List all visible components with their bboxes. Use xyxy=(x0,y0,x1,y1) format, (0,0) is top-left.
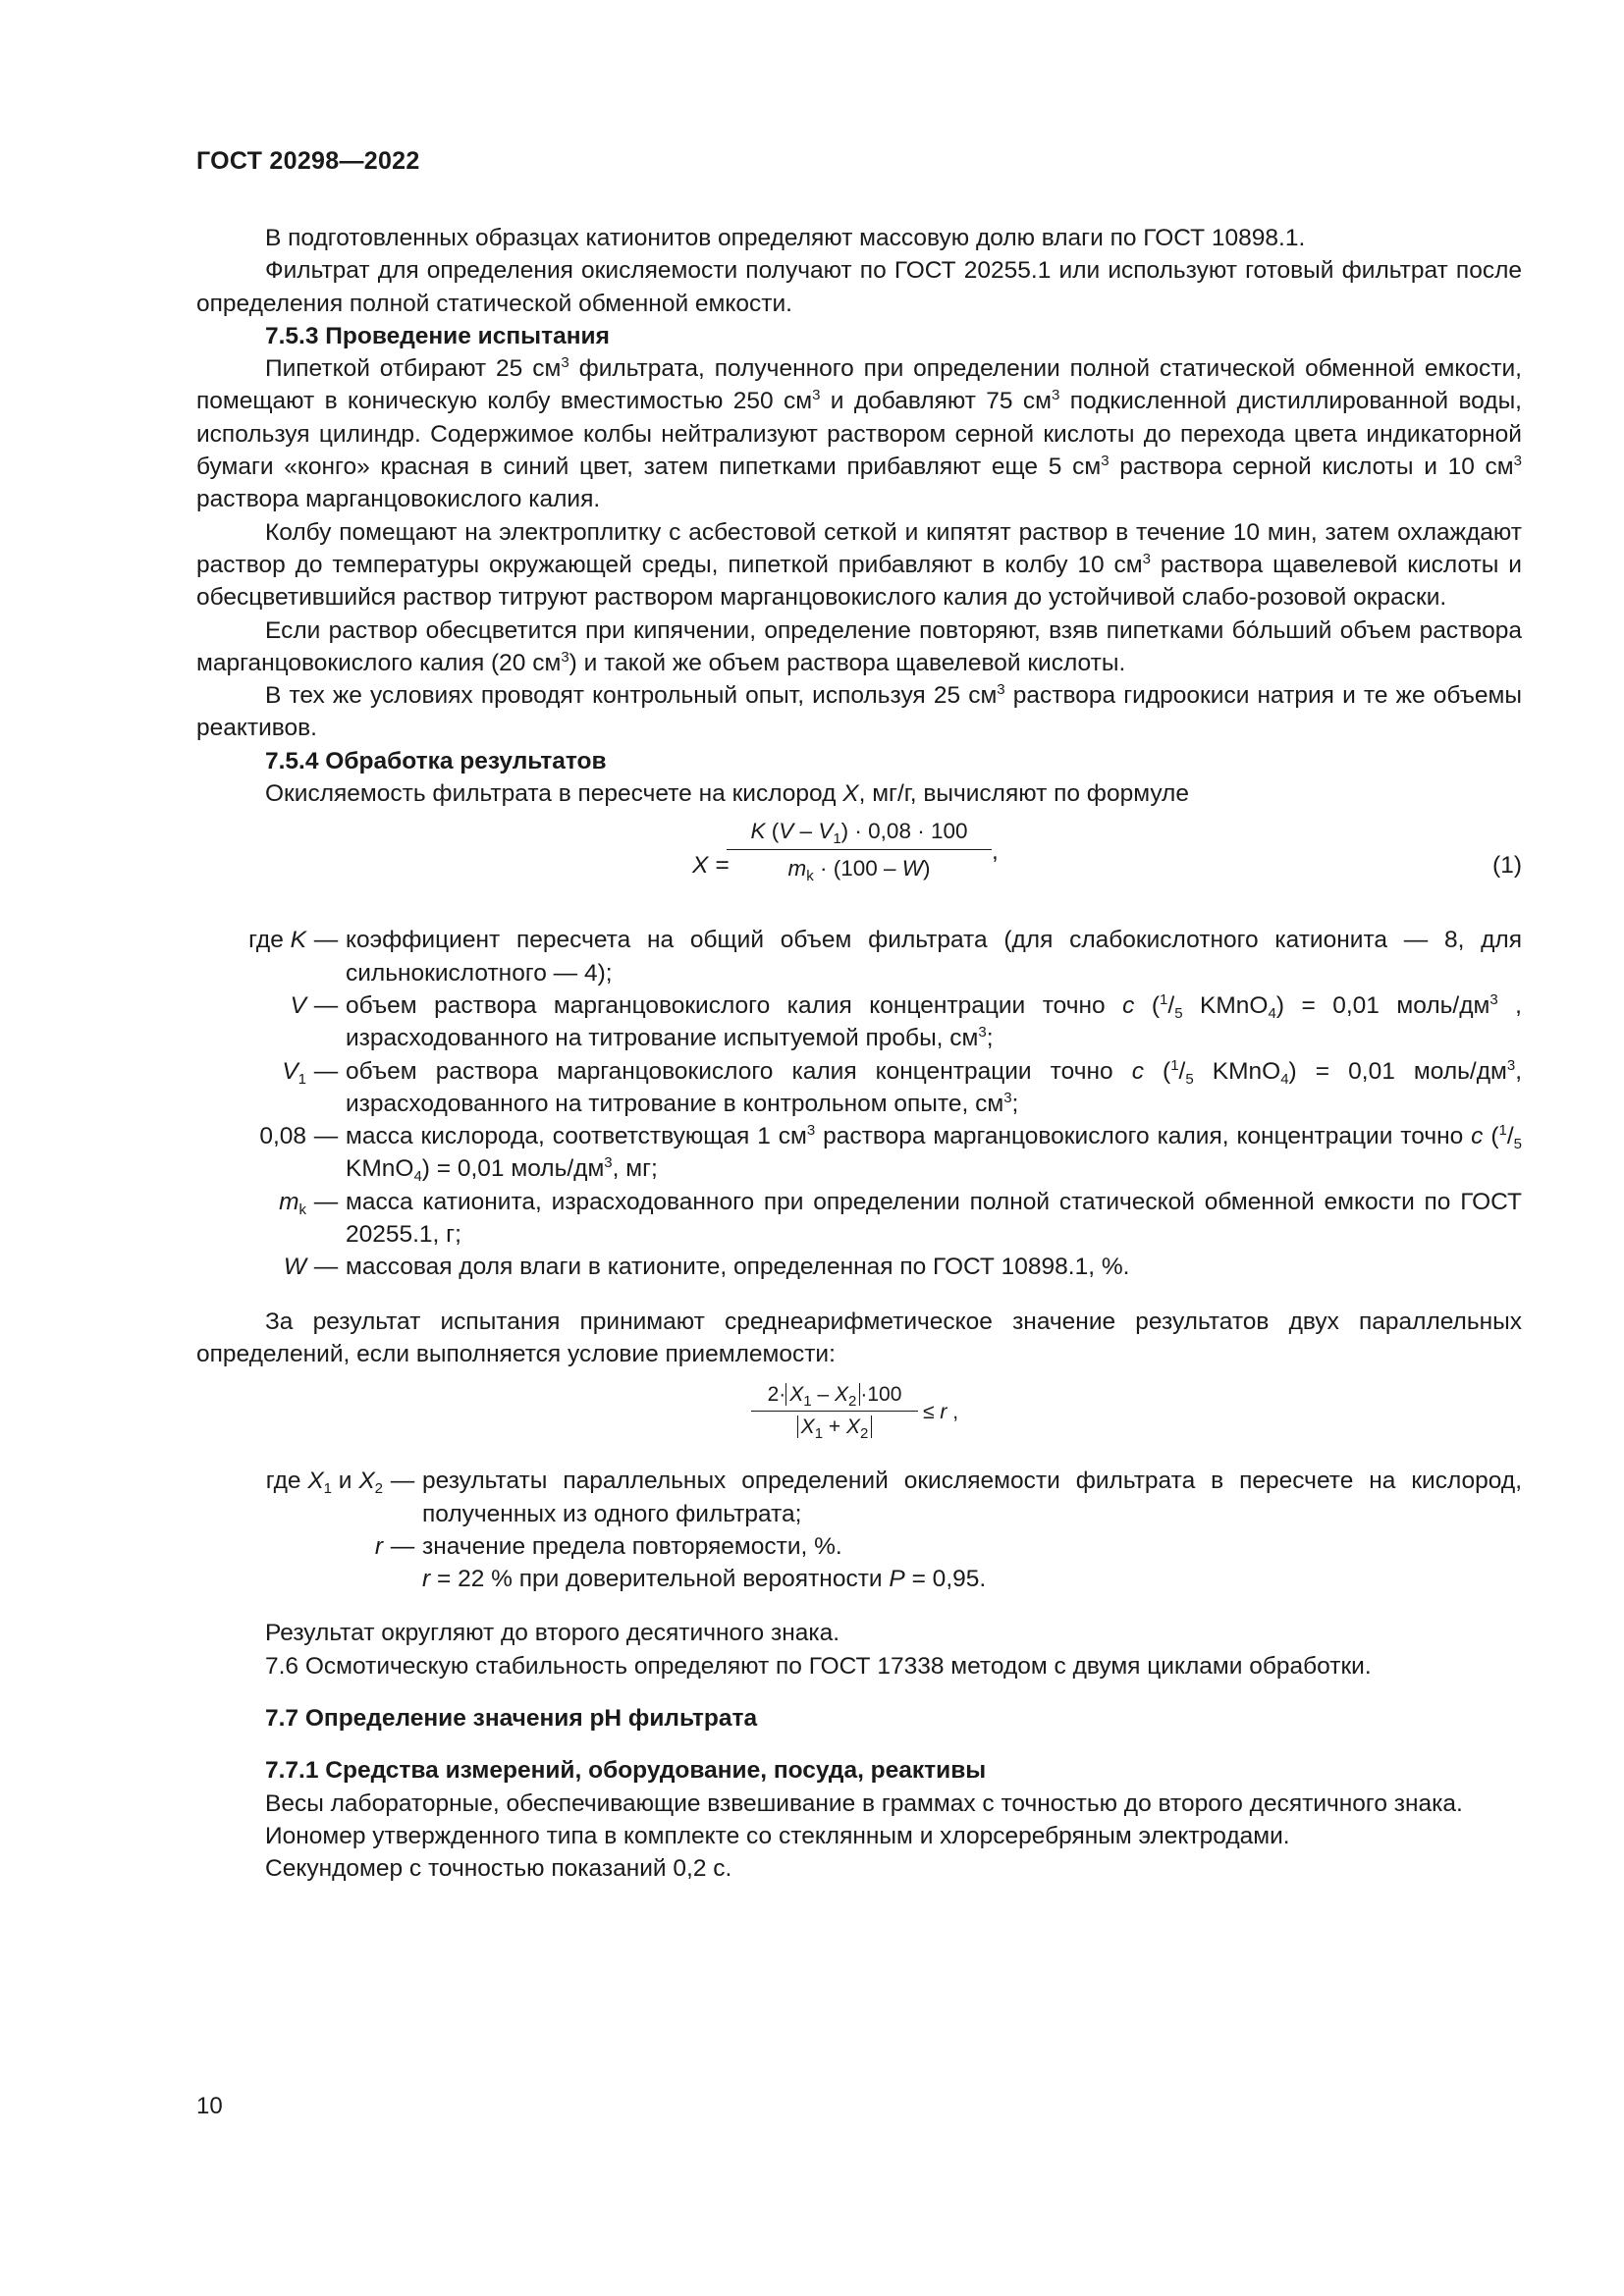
paragraph-stopwatch: Секундомер с точностью показаний 0,2 с. xyxy=(265,1855,732,1883)
section-heading-7-5-4: 7.5.4 Обработка результатов xyxy=(265,747,607,774)
legend-item-w: W — массовая доля влаги в катионите, определенная по ГОСТ 10898.1, %. xyxy=(283,1254,1130,1281)
legend-item-x1x2: где $X_1$ и $X_2$ — результаты параллельных определений окисляемости фильтрата в пересчете на кислород, полученных из одного фильтрата; xyxy=(265,1468,1522,1527)
formula-fraction xyxy=(727,816,992,885)
document-body xyxy=(196,222,1522,1885)
paragraph-filtrate: Фильтрат для определения окисляемости получают по ГОСТ 20255.1 или используют готовый фильтрат после определения полной статической обменной емкости. xyxy=(196,257,1522,317)
legend-item-r: r — значение предела повторяемости, %. r = 22 % при доверительной вероятности P = 0,95. xyxy=(374,1532,987,1593)
paragraph-boiling: Колбу помещают на электроплитку с асбестовой сеткой и кипятят раствор в течение 10 мин, затем охлаждают раствор до температуры окружающей среды, пипеткой прибавляют в колбу 10 $см^3$ раствора щавелевой кислоты и обесцветившийся раствор титруют раствором марганцовокислого калия до устойчивой слабо-розовой окраски. xyxy=(196,518,1522,612)
formula-fraction xyxy=(751,1380,918,1442)
formula-denominator: $m_k \cdot (100 - W)$ xyxy=(787,856,931,885)
legend-item-k: где K — коэффициент пересчета на общий объем фильтрата (для слабокислотного катионита — 8, для сильнокислотного — 4); xyxy=(248,927,1522,987)
section-heading-7-7: 7.7 Определение значения pH фильтрата xyxy=(265,1704,758,1732)
page-number: 10 xyxy=(196,2093,223,2119)
paragraph-7-6: 7.6 Осмотическую стабильность определяют по ГОСТ 17338 методом с двумя циклами обработки. xyxy=(265,1652,1372,1680)
formula-numerator: $2\cdot X_1 - X_2 \cdot 100$ xyxy=(767,1383,902,1411)
formula-number: (1) xyxy=(1492,852,1522,880)
document-header: ГОСТ 20298—2022 xyxy=(196,147,420,175)
formula-legend-2 xyxy=(196,1465,1522,1595)
section-heading-7-5-3: 7.5.3 Проведение испытания xyxy=(265,322,610,349)
formula-oxidizability: X = K $(V - V_1) \cdot 0,08 \cdot 100$ $m_k \cdot (100 - W)$ , (1) xyxy=(196,810,1522,924)
paragraph-rounding: Результат округляют до второго десятичного знака. xyxy=(265,1620,840,1647)
paragraph-scales: Весы лабораторные, обеспечивающие взвешивание в граммах с точностью до второго десятичного знака. xyxy=(265,1789,1463,1817)
legend-item-v1: $V_1$ — объем раствора марганцовокислого калия концентрации точно c ($^1/_5$ KMnO$_4$) = 0,01 моль/$дм^3$, израсходованного на титрование в контрольном опыте, $см^3$; xyxy=(282,1056,1523,1117)
paragraph-result: За результат испытания принимают среднеарифметическое значение результатов двух параллельных определений, если выполняется условие приемлемости: xyxy=(196,1308,1522,1367)
paragraph-pipette: Пипеткой отбирают 25 $см^3$ фильтрата, полученного при определении полной статической обменной емкости, помещают в коническую колбу вместимостью 250 $см^3$ и добавляют 75 $см^3$ подкисленной дистиллированной воды, используя цилиндр. Содержимое колбы нейтрализуют раствором серной кислоты до перехода цвета индикаторной бумаги «конго» красная в синий цвет, затем пипетками прибавляют еще 5 $см^3$ раствора серной кислоты и 10 $см^3$ раствора марганцовокислого калия. xyxy=(196,354,1522,513)
paragraph-repeat: Если раствор обесцветится при кипячении, определение повторяют, взяв пипетками бо́льший объем раствора марганцовокислого калия (20 $см^3$) и такой же объем раствора щавелевой кислоты. xyxy=(196,616,1522,676)
fraction-line xyxy=(727,849,992,850)
section-heading-7-7-1: 7.7.1 Средства измерений, оборудование, посуда, реактивы xyxy=(265,1757,987,1785)
paragraph-ionomer: Иономер утвержденного типа в комплекте со стеклянным и хлорсеребряным электродами. xyxy=(265,1822,1290,1849)
paragraph-control: В тех же условиях проводят контрольный опыт, используя 25 $см^3$ раствора гидроокиси натрия и те же объемы реактивов. xyxy=(196,681,1522,742)
legend-item-v: V — объем раствора марганцовокислого калия концентрации точно c ($^1/_5$ KMnO$_4$) = 0,01 моль/$дм^3$ , израсходованного на титрование испытуемой пробы, $см^3$; xyxy=(290,990,1522,1052)
legend-item-008: 0,08 — масса кислорода, соответствующая 1 $см^3$ раствора марганцовокислого калия, концентрации точно c ($^1/_5$ KMnO$_4$) = 0,01 моль/$дм^3$, мг; xyxy=(259,1122,1522,1186)
paragraph-formula-intro: Окисляемость фильтрата в пересчете на кислород X, мг/г, вычисляют по формуле xyxy=(265,780,1189,808)
formula-legend xyxy=(196,924,1522,1283)
formula-denominator: $X_1 + X_2$ xyxy=(751,1413,918,1442)
legend-item-mk: $m_k$ — масса катионита, израсходованного при определении полной статической обменной емкости по ГОСТ 20255.1, г; xyxy=(279,1188,1522,1249)
fraction-line xyxy=(751,1411,918,1412)
formula-numerator: K $(V - V_1) \cdot 0,08 \cdot 100$ xyxy=(750,819,968,848)
paragraph-moisture: В подготовленных образцах катионитов определяют массовую долю влаги по ГОСТ 10898.1. xyxy=(265,225,1306,251)
formula-acceptability: $2\cdot X_1 - X_2 \cdot 100$ $X_1 + X_2$ ≤ r , xyxy=(196,1370,1522,1465)
